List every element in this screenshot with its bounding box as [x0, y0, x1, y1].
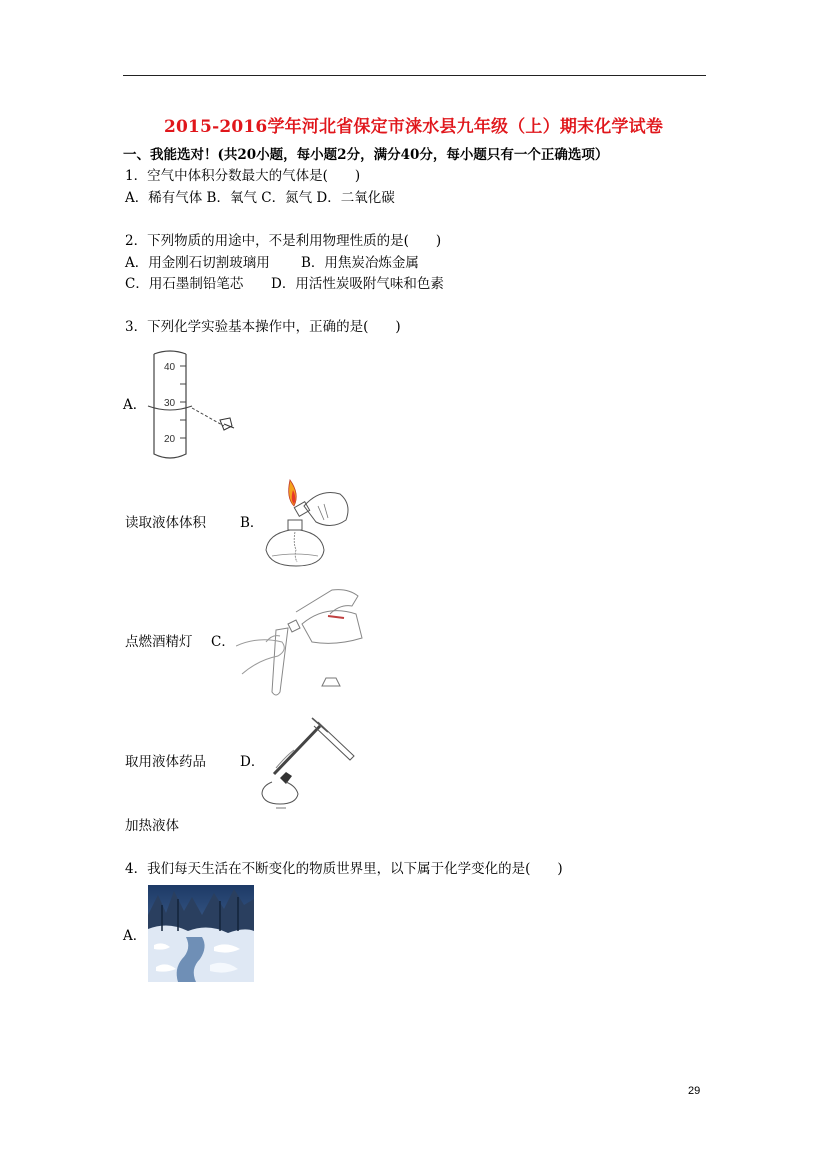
q3-caption-a: 读取液体体积 — [125, 515, 206, 531]
heating-liquid-figure — [256, 712, 360, 810]
q3-stem: 3．下列化学实验基本操作中，正确的是( ) — [125, 319, 401, 335]
q4-stem: 4．我们每天生活在不断变化的物质世界里，以下属于化学变化的是( ) — [125, 861, 563, 877]
page-title: 2015-2016学年河北省保定市涞水县九年级（上）期末化学试卷 — [163, 117, 664, 137]
q2-option-c: C．用石墨制铅笔芯 — [125, 276, 244, 292]
cylinder-tick-20: 20 — [164, 434, 176, 445]
q1-options: A．稀有气体 B．氧气 C．氮气 D．二氧化碳 — [125, 190, 395, 206]
q3-option-c-label: C． — [211, 634, 235, 650]
q1-stem: 1．空气中体积分数最大的气体是( ) — [125, 168, 361, 184]
q3-caption-d: 加热液体 — [125, 818, 179, 834]
alcohol-lamp-figure — [260, 476, 356, 572]
pouring-liquid-figure — [236, 584, 386, 700]
q3-option-d-label: D． — [240, 754, 265, 770]
q3-option-a-label: A． — [123, 397, 147, 413]
cylinder-tick-30: 30 — [164, 398, 176, 409]
page-number: 29 — [688, 1085, 701, 1097]
q3-option-b-label: B． — [240, 515, 264, 531]
section-heading: 一、我能选对！(共20小题，每小题2分，满分40分，每小题只有一个正确选项） — [123, 147, 609, 163]
graduated-cylinder-figure — [140, 348, 250, 463]
header-rule — [123, 75, 706, 76]
q2-option-b: B．用焦炭冶炼金属 — [301, 255, 419, 271]
q4-option-a-label: A． — [123, 928, 147, 944]
q2-option-d: D．用活性炭吸附气味和色素 — [271, 276, 444, 292]
q2-option-a: A．用金刚石切割玻璃用 — [125, 255, 270, 271]
cylinder-tick-40: 40 — [164, 362, 176, 373]
q2-stem: 2．下列物质的用途中，不是利用物理性质的是( ) — [125, 233, 442, 249]
q3-caption-b: 点燃酒精灯 — [125, 634, 193, 650]
snowy-stream-photo — [148, 885, 254, 982]
q3-caption-c: 取用液体药品 — [125, 754, 206, 770]
